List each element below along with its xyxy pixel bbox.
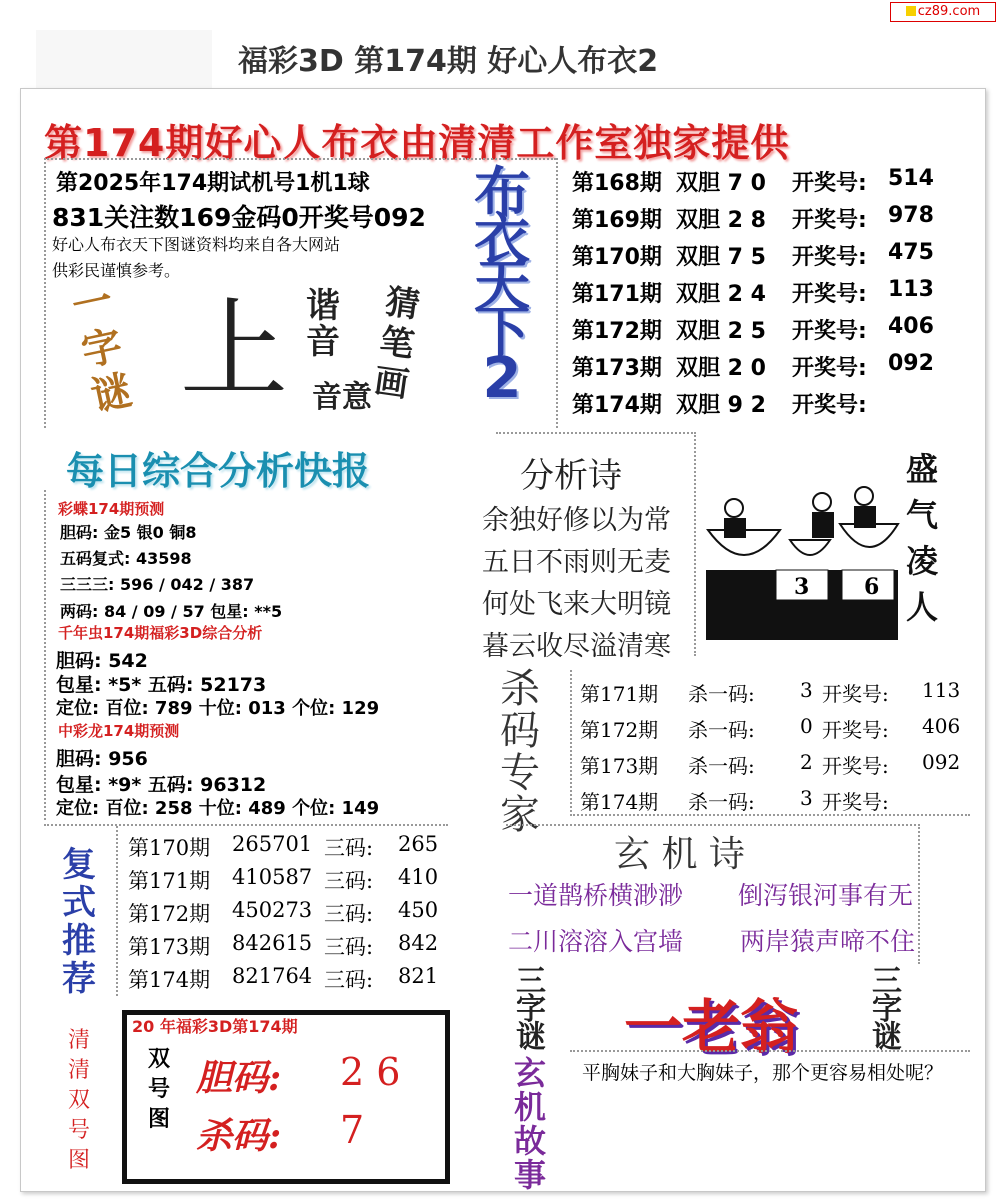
history-label: 开奖号: bbox=[792, 171, 867, 196]
kill-result: 406 bbox=[922, 714, 961, 738]
history-label: 开奖号: bbox=[792, 245, 867, 270]
history-pair: 双胆 7 0 bbox=[676, 171, 766, 196]
fushi-three: 410 bbox=[398, 865, 439, 889]
fushi-period: 第174期 bbox=[128, 968, 211, 992]
double-sha-label: 杀码: bbox=[196, 1115, 282, 1157]
xuanji-title: 玄 机 诗 bbox=[614, 834, 745, 875]
s2-dingwei: 定位: 百位: 789 十位: 013 个位: 129 bbox=[56, 698, 380, 719]
intro-line4: 供彩民谨慎参考。 bbox=[52, 261, 181, 280]
kill-result: 113 bbox=[922, 678, 961, 702]
s3-title: 中彩龙174期预测 bbox=[58, 722, 180, 740]
s1-title: 彩蝶174期预测 bbox=[58, 500, 165, 518]
kill-num: 0 bbox=[800, 714, 813, 738]
intro-line3: 好心人布衣天下图谜资料均来自各大网站 bbox=[52, 235, 341, 254]
history-result: 514 bbox=[888, 166, 934, 191]
history-result: 092 bbox=[888, 351, 934, 376]
history-period: 第170期 bbox=[572, 245, 662, 270]
fushi-code: 450273 bbox=[232, 898, 313, 922]
cartoon-icon bbox=[704, 440, 900, 640]
xuanji-line2b: 两岸猿声啼不住 bbox=[740, 927, 916, 956]
fushi-three: 265 bbox=[398, 832, 439, 856]
kill-kj: 开奖号: bbox=[822, 718, 889, 742]
fushi-three: 842 bbox=[398, 931, 439, 955]
cup-left-number: 3 bbox=[794, 574, 810, 600]
s3-baoxing: 包星: *9* 五码: 96312 bbox=[56, 774, 267, 796]
riddle-hint-bottom: 音意 bbox=[312, 380, 372, 415]
history-label: 开奖号: bbox=[792, 356, 867, 381]
fushi-period: 第172期 bbox=[128, 902, 211, 926]
history-pair: 双胆 2 0 bbox=[676, 356, 766, 381]
cup-right-number: 6 bbox=[864, 574, 880, 600]
kill-period: 第172期 bbox=[580, 718, 659, 742]
fushi-label: 三码: bbox=[324, 935, 374, 959]
history-pair: 双胆 9 2 bbox=[676, 393, 766, 418]
s3-dan: 胆码: 956 bbox=[56, 748, 148, 770]
poem-line: 何处飞来大明镜 bbox=[482, 589, 671, 620]
page-title: 福彩3D 第174期 好心人布衣2 bbox=[238, 44, 659, 79]
fushi-label: 三码: bbox=[324, 869, 374, 893]
kill-period: 第173期 bbox=[580, 754, 659, 778]
poem-title: 分析诗 bbox=[520, 456, 622, 496]
history-label: 开奖号: bbox=[792, 319, 867, 344]
kill-num: 2 bbox=[800, 750, 813, 774]
poem-line: 余独好修以为常 bbox=[482, 505, 671, 536]
history-label: 开奖号: bbox=[792, 282, 867, 307]
history-period: 第174期 bbox=[572, 393, 662, 418]
riddle-char: 上 bbox=[180, 288, 289, 413]
logo-placeholder bbox=[36, 30, 212, 90]
history-pair: 双胆 2 8 bbox=[676, 208, 766, 233]
kill-label: 杀一码: bbox=[688, 682, 755, 706]
fushi-title: 复式推荐 bbox=[62, 845, 96, 999]
double-side-title: 清清双号图 bbox=[68, 1028, 91, 1173]
xuanji-line2a: 二川溶溶入宫墙 bbox=[508, 927, 684, 956]
watermark: cz89.com bbox=[890, 2, 996, 22]
history-result: 113 bbox=[888, 277, 934, 302]
kill-num: 3 bbox=[800, 678, 813, 702]
side-text: 盛气凌人 bbox=[906, 450, 939, 626]
fushi-label: 三码: bbox=[324, 902, 374, 926]
history-pair: 双胆 7 5 bbox=[676, 245, 766, 270]
double-sha-value: 7 bbox=[340, 1108, 365, 1152]
double-header: 20 年福彩3D第174期 bbox=[132, 1017, 298, 1036]
kill-period: 第174期 bbox=[580, 790, 659, 814]
cartoon-image bbox=[704, 440, 900, 640]
banner-title: 第174期好心人布衣由清清工作室独家提供 bbox=[44, 121, 790, 165]
kill-title: 杀码专家 bbox=[500, 666, 540, 838]
history-period: 第173期 bbox=[572, 356, 662, 381]
kill-label: 杀一码: bbox=[688, 754, 755, 778]
fushi-label: 三码: bbox=[324, 968, 374, 992]
s2-dan: 胆码: 542 bbox=[56, 650, 148, 672]
s1-wuma: 五码复式: 43598 bbox=[60, 549, 192, 568]
poem-line: 暮云收尽溢清寒 bbox=[482, 631, 671, 662]
kill-period: 第171期 bbox=[580, 682, 659, 706]
s2-title: 千年虫174期福彩3D综合分析 bbox=[58, 624, 263, 642]
story-title: 玄机故事 bbox=[514, 1054, 547, 1194]
fushi-period: 第170期 bbox=[128, 836, 211, 860]
intro-line2: 831关注数169金码0开奖号092 bbox=[52, 203, 426, 232]
history-pair: 双胆 2 5 bbox=[676, 319, 766, 344]
fushi-code: 410587 bbox=[232, 865, 313, 889]
history-period: 第168期 bbox=[572, 171, 662, 196]
kill-label: 杀一码: bbox=[688, 718, 755, 742]
fushi-period: 第171期 bbox=[128, 869, 211, 893]
kill-kj: 开奖号: bbox=[822, 754, 889, 778]
history-period: 第171期 bbox=[572, 282, 662, 307]
sanzimi-answer: 一老翁 bbox=[624, 993, 799, 1061]
s3-dingwei: 定位: 百位: 258 十位: 489 个位: 149 bbox=[56, 798, 380, 819]
fushi-three: 450 bbox=[398, 898, 439, 922]
history-label: 开奖号: bbox=[792, 208, 867, 233]
riddle-hint-left: 谐音 bbox=[306, 286, 340, 362]
analysis-title: 每日综合分析快报 bbox=[66, 449, 371, 493]
history-period: 第169期 bbox=[572, 208, 662, 233]
kill-label: 杀一码: bbox=[688, 790, 755, 814]
xuanji-line1b: 倒泻银河事有无 bbox=[738, 881, 914, 910]
fushi-code: 842615 bbox=[232, 931, 313, 955]
sanzimi-label-right: 三字谜 bbox=[872, 964, 902, 1055]
double-dan-label: 胆码: bbox=[196, 1057, 282, 1099]
watermark-icon bbox=[906, 6, 916, 16]
history-result: 475 bbox=[888, 240, 934, 265]
kill-num: 3 bbox=[800, 786, 813, 810]
kill-kj: 开奖号: bbox=[822, 682, 889, 706]
history-result: 406 bbox=[888, 314, 934, 339]
riddle-hint-right: 猜笔画 bbox=[371, 281, 423, 406]
kill-result: 092 bbox=[922, 750, 961, 774]
fushi-three: 821 bbox=[398, 964, 439, 988]
poem-line: 五日不雨则无麦 bbox=[482, 547, 671, 578]
fushi-period: 第173期 bbox=[128, 935, 211, 959]
sanzimi-label-left: 三字谜 bbox=[516, 964, 546, 1055]
double-dan-value: 2 6 bbox=[340, 1050, 401, 1094]
s1-liangma: 两码: 84 / 09 / 57 包星: **5 bbox=[60, 602, 283, 621]
history-result: 978 bbox=[888, 203, 934, 228]
s2-baoxing: 包星: *5* 五码: 52173 bbox=[56, 674, 267, 696]
fushi-code: 265701 bbox=[232, 832, 313, 856]
kill-kj: 开奖号: bbox=[822, 790, 889, 814]
s1-dan: 胆码: 金5 银0 铜8 bbox=[60, 523, 197, 542]
vertical-title: 布衣天下2 bbox=[474, 162, 530, 411]
story-text: 平胸妹子和大胸妹子，那个更容易相处呢？ bbox=[582, 1062, 944, 1084]
intro-line1: 第2025年174期试机号1机1球 bbox=[56, 171, 370, 196]
fushi-code: 821764 bbox=[232, 964, 313, 988]
history-label: 开奖号: bbox=[792, 393, 867, 418]
riddle-label: 一字谜 bbox=[67, 276, 136, 421]
xuanji-line1a: 一道鹊桥横渺渺 bbox=[508, 881, 684, 910]
fushi-label: 三码: bbox=[324, 836, 374, 860]
double-label-vertical: 双号图 bbox=[148, 1046, 171, 1132]
history-period: 第172期 bbox=[572, 319, 662, 344]
history-pair: 双胆 2 4 bbox=[676, 282, 766, 307]
s1-sss: 三三三: 596 / 042 / 387 bbox=[60, 575, 255, 594]
